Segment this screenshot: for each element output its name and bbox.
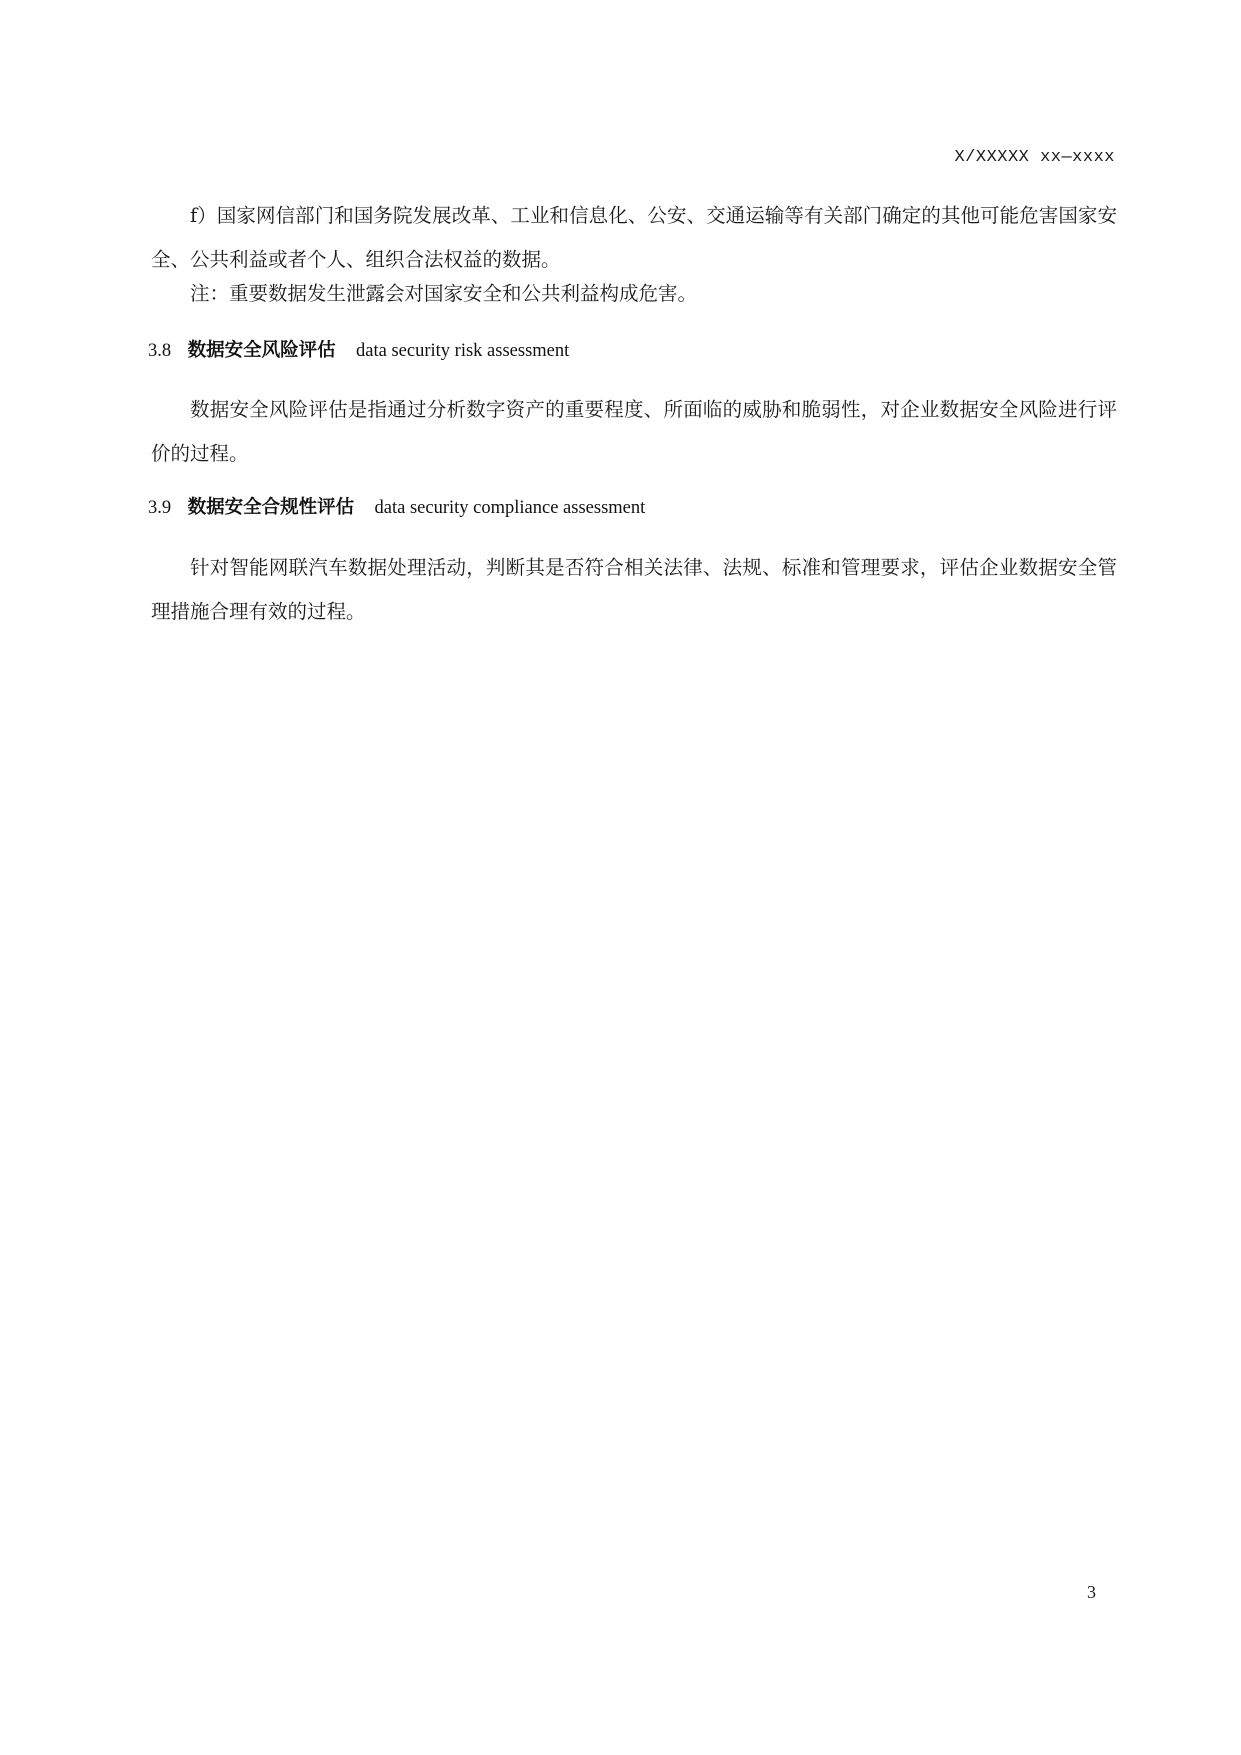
term-title-en: data security compliance assessment [374,498,646,518]
note-paragraph: 注：重要数据发生泄露会对国家安全和公共利益构成危害。 [190,282,698,305]
term-number: 3.8 [148,341,172,361]
term-heading-3-8 [148,336,569,366]
term-title-zh: 数据安全合规性评估 [187,497,355,518]
term-definition-3-8: 数据安全风险评估是指通过分析数字资产的重要程度、所面临的威胁和脆弱性，对企业数据安全风险进行评价的过程。 [151,398,1117,465]
term-heading-3-9 [148,493,645,523]
list-item-f: f）国家网信部门和国务院发展改革、工业和信息化、公安、交通运输等有关部门确定的其他可能危害国家安全、公共利益或者个人、组织合法权益的数据。 [151,204,1117,271]
term-definition-3-9: 针对智能网联汽车数据处理活动，判断其是否符合相关法律、法规、标准和管理要求，评估企业数据安全管理措施合理有效的过程。 [151,556,1117,623]
term-title-zh: 数据安全风险评估 [187,340,336,361]
document-code-header: X/XXXXX xx—xxxx [954,148,1115,167]
page-number: 3 [1087,1582,1096,1602]
term-title-en: data security risk assessment [356,341,570,361]
term-number: 3.9 [148,498,172,518]
